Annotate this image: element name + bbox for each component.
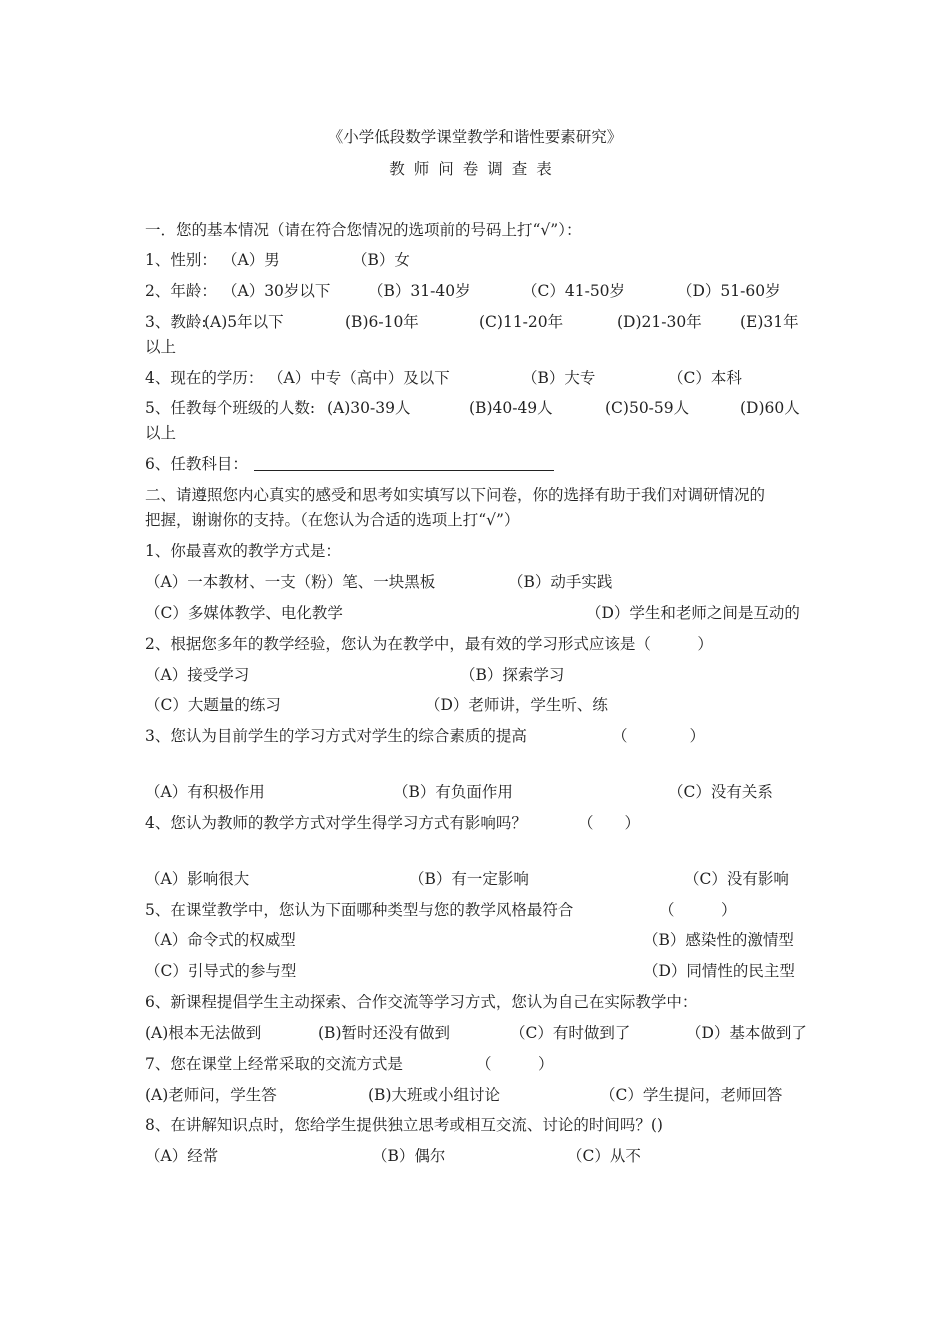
q2-option-d: （D）51-60岁 <box>677 282 781 300</box>
p2-q6-option-b: (B)暂时还没有做到 <box>318 1024 450 1042</box>
p2-q2-option-c: （C）大题量的练习 <box>145 696 281 714</box>
p2-q4-option-c: （C）没有影响 <box>684 870 789 888</box>
p2-q1-option-b: （B）动手实践 <box>508 573 613 591</box>
p2-q7-option-c: （C）学生提问，老师回答 <box>600 1086 783 1104</box>
q1-option-a: （A）男 <box>222 251 280 269</box>
q4-option-a: （A）中专（高中）及以下 <box>268 369 450 387</box>
p2-q1-option-c: （C）多媒体教学、电化教学 <box>145 604 343 622</box>
q5-option-b: (B)40-49人 <box>469 399 553 417</box>
p2-q3-option-a: （A）有积极作用 <box>145 783 265 801</box>
q5-stem: 5、任教每个班级的人数: <box>145 399 316 417</box>
q3-option-a: (A)5年以下 <box>204 313 284 331</box>
part1-heading: 一．您的基本情况（请在符合您情况的选项前的号码上打“√”）： <box>145 221 582 239</box>
q1-stem: 1、性别： <box>145 251 217 269</box>
q5-option-d: (D)60人 <box>740 399 800 417</box>
p2-q1-option-a: （A）一本教材、一支（粉）笔、一块黑板 <box>145 573 436 591</box>
p2-q4-option-b: （B）有一定影响 <box>409 870 529 888</box>
p2-q5-stem: 5、在课堂教学中，您认为下面哪种类型与您的教学风格最符合 <box>145 901 574 919</box>
q3-stem: 3、教龄: <box>145 313 207 331</box>
part2-heading-line2: 把握，谢谢你的支持。（在您认为合适的选项上打“√”） <box>145 511 520 529</box>
p2-q2-option-d: （D）老师讲，学生听、练 <box>425 696 608 714</box>
p2-q8-stem: 8、在讲解知识点时，您给学生提供独立思考或相互交流、讨论的时间吗？() <box>145 1116 663 1134</box>
p2-q3-stem: 3、您认为目前学生的学习方式对学生的综合素质的提高 <box>145 727 527 745</box>
p2-q8-option-b: （B）偶尔 <box>372 1147 446 1165</box>
p2-q6-stem: 6、新课程提倡学生主动探索、合作交流等学习方式，您认为自己在实际教学中： <box>145 993 698 1011</box>
p2-q2-option-a: （A）接受学习 <box>145 666 250 684</box>
q5-continuation: 以上 <box>145 424 177 442</box>
p2-q8-option-c: （C）从不 <box>567 1147 641 1165</box>
p2-q1-stem: 1、你最喜欢的教学方式是： <box>145 542 341 560</box>
p2-q5-option-a: （A）命令式的权威型 <box>145 931 296 949</box>
q2-option-c: （C）41-50岁 <box>522 282 626 300</box>
p2-q7-answer-paren: （ ） <box>476 1055 554 1073</box>
q4-option-c: （C）本科 <box>668 369 742 387</box>
p2-q6-option-c: （C）有时做到了 <box>510 1024 631 1042</box>
p2-q3-answer-paren: （ ） <box>612 727 706 745</box>
p2-q8-option-a: （A）经常 <box>145 1147 219 1165</box>
q3-option-b: (B)6-10年 <box>345 313 419 331</box>
p2-q5-option-c: （C）引导式的参与型 <box>145 962 297 980</box>
q2-option-a: （A）30岁以下 <box>222 282 331 300</box>
p2-q2-stem: 2、根据您多年的教学经验，您认为在教学中，最有效的学习形式应该是（ ） <box>145 635 713 653</box>
p2-q7-stem: 7、您在课堂上经常采取的交流方式是 <box>145 1055 403 1073</box>
p2-q4-stem: 4、您认为教师的教学方式对学生得学习方式有影响吗？ <box>145 814 527 832</box>
p2-q7-option-a: (A)老师问，学生答 <box>145 1086 277 1104</box>
document-title: 《小学低段数学课堂教学和谐性要素研究》 <box>327 128 623 146</box>
p2-q3-option-b: （B）有负面作用 <box>393 783 513 801</box>
q3-continuation: 以上 <box>145 338 177 356</box>
part2-heading-line1: 二、请遵照您内心真实的感受和思考如实填写以下问卷，你的选择有助于我们对调研情况的 <box>145 486 766 504</box>
p2-q4-option-a: （A）影响很大 <box>145 870 250 888</box>
p2-q4-answer-paren: （ ） <box>578 814 641 832</box>
p2-q7-option-b: (B)大班或小组讨论 <box>368 1086 500 1104</box>
q4-option-b: （B）大专 <box>522 369 596 387</box>
q3-option-e: (E)31年 <box>740 313 799 331</box>
p2-q5-answer-paren: （ ） <box>659 901 737 919</box>
q3-option-c: (C)11-20年 <box>479 313 564 331</box>
p2-q6-option-a: (A)根本无法做到 <box>145 1024 262 1042</box>
q2-stem: 2、年龄： <box>145 282 217 300</box>
p2-q5-option-d: （D）同情性的民主型 <box>643 962 795 980</box>
p2-q3-option-c: （C）没有关系 <box>668 783 773 801</box>
q1-option-b: （B）女 <box>352 251 410 269</box>
q5-option-a: (A)30-39人 <box>327 399 411 417</box>
document-subtitle: 教师问卷调查表 <box>389 160 561 178</box>
q6-stem: 6、任教科目： <box>145 455 248 473</box>
p2-q6-option-d: （D）基本做到了 <box>686 1024 807 1042</box>
subject-blank-line[interactable] <box>254 454 554 474</box>
p2-q2-option-b: （B）探索学习 <box>460 666 565 684</box>
q3-option-d: (D)21-30年 <box>617 313 702 331</box>
p2-q1-option-d: （D）学生和老师之间是互动的 <box>586 604 800 622</box>
q2-option-b: （B）31-40岁 <box>368 282 471 300</box>
q5-option-c: (C)50-59人 <box>605 399 690 417</box>
q4-stem: 4、现在的学历： <box>145 369 264 387</box>
p2-q5-option-b: （B）感染性的激情型 <box>643 931 794 949</box>
